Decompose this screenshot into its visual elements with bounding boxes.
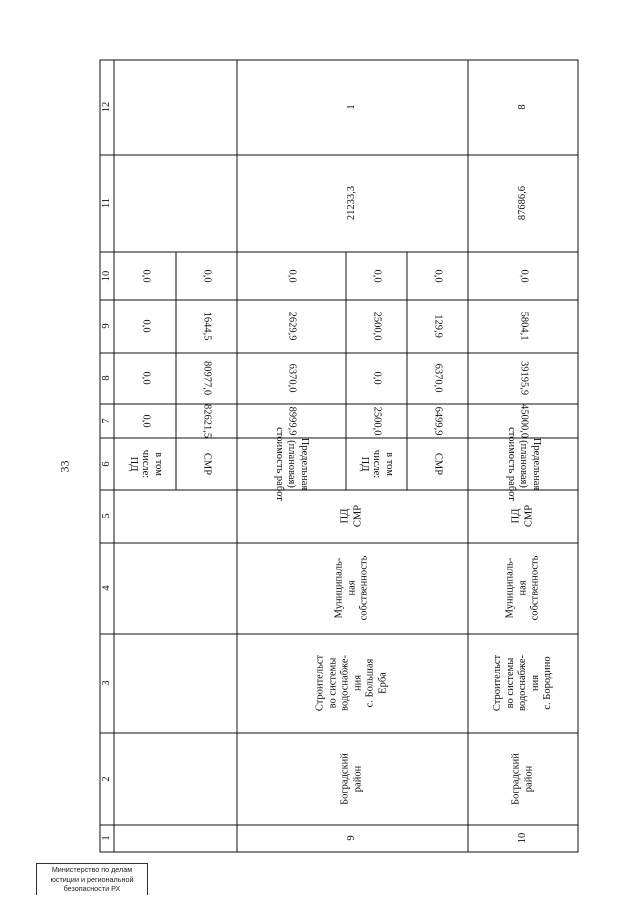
row-10-total-c10: 0,0 (518, 269, 530, 283)
column-number-7: 7 (100, 418, 112, 424)
row-9-pd-c8: 0,0 (371, 371, 383, 385)
prev-row-smr-label: СМР (201, 452, 213, 476)
prev-row-pd-c7: 0,0 (140, 414, 152, 428)
prev-row-smr-c9: 1644,5 (201, 311, 213, 341)
prev-row-pd-c9: 0,0 (140, 319, 152, 333)
row-10-stage: ПД СМР (510, 504, 534, 528)
row-9-smr-c8: 6370,0 (432, 363, 444, 393)
prev-row-pd-label: в том числе: ПД (127, 449, 164, 479)
column-number-9: 9 (100, 323, 112, 329)
row-10-district: Боградский район (510, 753, 534, 805)
row-9-total-c9: 2629,9 (286, 311, 298, 341)
row-10-total-c8: 39195,9 (518, 360, 530, 396)
row-10-total-c9: 5804,1 (518, 311, 530, 341)
page-number: 33 (57, 460, 72, 473)
row-10-total-label: Предельная (плановая) стоимость работ (505, 427, 542, 501)
column-number-11: 11 (100, 197, 112, 209)
row-10-object: Строительст во системы водоснабже- ния с. Бородино (491, 654, 553, 712)
row-9-ownership: Муниципаль- ная собственность (333, 555, 370, 621)
column-number-5: 5 (100, 513, 112, 519)
row-9-smr-c9: 129,9 (432, 314, 444, 338)
row-9-district: Боградский район (339, 753, 363, 805)
column-number-6: 6 (100, 461, 112, 467)
column-number-2: 2 (100, 776, 112, 782)
row-10-c11: 87686,6 (516, 185, 528, 221)
row-10-number: 10 (516, 832, 528, 844)
row-9-total-c10: 0,0 (286, 269, 298, 283)
column-number-8: 8 (100, 375, 112, 381)
row-9-c12: 1 (345, 104, 357, 110)
row-9-pd-c7: 2500,0 (371, 406, 383, 436)
row-9-c11: 21233,3 (345, 185, 357, 221)
prev-row-pd-c8: 0,0 (140, 371, 152, 385)
row-9-total-c8: 6370,0 (286, 363, 298, 393)
row-10-total-c7: 45000,0 (518, 403, 530, 439)
prev-row-smr-c8: 80977,0 (201, 360, 213, 396)
row-9-pd-c9: 2500,0 (371, 311, 383, 341)
row-9-number: 9 (345, 835, 357, 841)
column-number-10: 10 (100, 270, 112, 282)
prev-row-smr-c10: 0,0 (201, 269, 213, 283)
row-10-ownership: Муниципаль- ная собственность (504, 555, 541, 621)
column-number-3: 3 (100, 680, 112, 686)
row-9-stage: ПД СМР (339, 504, 363, 528)
column-number-1: 1 (100, 835, 112, 841)
registration-stamp: Министерство по делам юстиции и региональной безопасности РХ (36, 863, 148, 895)
prev-row-pd-c10: 0,0 (140, 269, 152, 283)
row-9-smr-c10: 0,0 (432, 269, 444, 283)
row-9-smr-c7: 6499,9 (432, 406, 444, 436)
row-10-c12: 8 (516, 104, 528, 110)
row-9-total-c7: 8999,9 (286, 406, 298, 436)
row-9-pd-c10: 0,0 (371, 269, 383, 283)
row-9-object: Строительст во системы водоснабже- ния с. Большая Ерба (314, 654, 388, 712)
row-9-smr-label: СМР (432, 452, 444, 476)
row-9-total-label: Предельная (плановая) стоимость работ (273, 427, 310, 501)
column-number-4: 4 (100, 585, 112, 591)
row-9-pd-label: в том числе: ПД (358, 449, 395, 479)
prev-row-smr-c7: 82621,5 (201, 403, 213, 439)
column-number-12: 12 (100, 101, 112, 113)
